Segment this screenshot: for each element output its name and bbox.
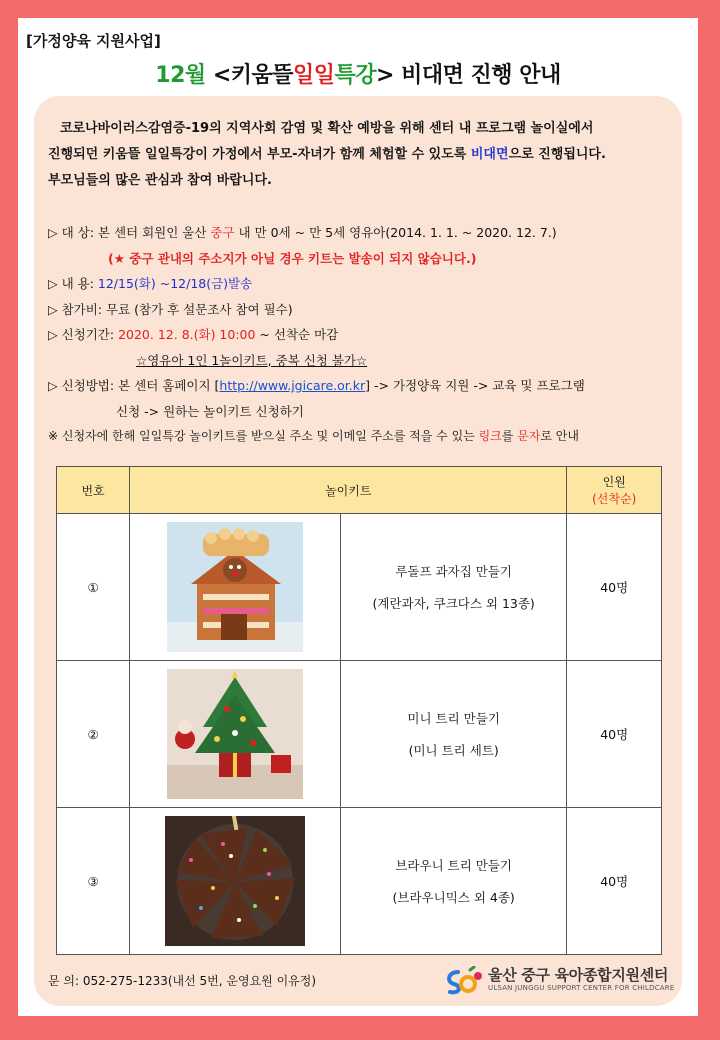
info-target: ▷ 대 상: 본 센터 회원인 울산 중구 내 만 0세 ~ 만 5세 영유아(2014. 1. 1. ~ 2020. 12. 7.): [48, 225, 557, 240]
logo-subtitle: ULSAN JUNGGU SUPPORT CENTER FOR CHILDCARE: [488, 984, 675, 992]
table-row: [57, 661, 662, 808]
header-num: 번호: [57, 467, 130, 514]
title-month: 12월: [155, 63, 206, 88]
kit-name: 미니 트리 만들기: [407, 711, 500, 726]
intro-line-1: 코로나바이러스감염증-19의 지역사회 감염 및 확산 예방을 위해 센터 내 프로그램 놀이실에서: [60, 121, 594, 136]
info-notice: ※ 신청자에 한해 일일특강 놀이키트를 받으실 주소 및 이메일 주소를 적을 수 있는 링크를 문자로 안내: [48, 429, 579, 443]
intro-line-3: 부모님들의 많은 관심과 참여 바랍니다.: [48, 173, 272, 188]
kit-desc-cell: [340, 661, 566, 808]
kit-count: 40명: [567, 808, 662, 955]
notice-sheet: [18, 18, 698, 1016]
mini-tree-photo: [167, 669, 303, 799]
row-num: ②: [57, 661, 130, 808]
kit-name: 브라우니 트리 만들기: [395, 858, 512, 873]
category-label: [가정양육 지원사업]: [26, 32, 161, 50]
center-logo: [432, 962, 682, 1002]
kit-desc-cell: [340, 808, 566, 955]
kit-name: 루돌프 과자집 만들기: [395, 564, 512, 579]
info-fee: ▷ 참가비: 무료 (참가 후 설문조사 참여 필수): [48, 301, 293, 317]
header-kit: 놀이키트: [130, 467, 567, 514]
logo-title: 울산 중구 육아종합지원센터: [488, 966, 669, 984]
intro-untact: 비대면: [470, 147, 509, 162]
homepage-link[interactable]: http://www.jgicare.or.kr: [219, 378, 366, 393]
intro-line-2: 진행되던 키움뜰 일일특강이 가정에서 부모-자녀가 함께 체험할 수 있도록 비대면으로 진행됩니다.: [48, 147, 606, 162]
kit-desc-cell: [340, 514, 566, 661]
row-num: ③: [57, 808, 130, 955]
table-header-row: [57, 467, 662, 514]
kit-detail: (미니 트리 세트): [408, 743, 499, 758]
contact-info: 문 의: 052-275-1233(내선 5번, 운영요원 이유정): [48, 974, 317, 988]
gingerbread-house-photo: [167, 522, 303, 652]
info-method-line-2: 신청 -> 원하는 놀이키트 신청하기: [116, 403, 304, 419]
info-content: ▷ 내 용: 12/15(화) ~12/18(금)발송: [48, 276, 253, 291]
kit-photo-cell: [130, 661, 341, 808]
kit-count: 40명: [567, 661, 662, 808]
center-logo-mark-icon: [444, 966, 484, 998]
kit-photo-cell: [130, 808, 341, 955]
kit-count: 40명: [567, 514, 662, 661]
header-count: 인원 (선착순): [567, 467, 662, 514]
brownie-tree-photo: [165, 816, 305, 946]
title-daily: 일일: [293, 63, 335, 88]
content-panel: [34, 96, 682, 1006]
kit-detail: (계란과자, 쿠크다스 외 13종): [372, 596, 535, 611]
info-period: ▷ 신청기간: 2020. 12. 8.(화) 10:00 ~ 선착순 마감: [48, 327, 339, 342]
info-list: [48, 220, 676, 450]
title-lecture: 특강: [334, 63, 377, 88]
page-title: [18, 58, 698, 89]
title-program: <키움뜰: [212, 63, 294, 88]
title-rest: > 비대면 진행 안내: [376, 63, 561, 88]
kit-photo-cell: [130, 514, 341, 661]
kit-table: [56, 466, 662, 955]
table-row: [57, 808, 662, 955]
intro-text: [48, 116, 670, 194]
info-target-note: (★ 중구 관내의 주소지가 아닐 경우 키트는 발송이 되지 않습니다.): [108, 250, 477, 266]
kit-detail: (브라우니믹스 외 4종): [392, 890, 515, 905]
info-period-note: ☆영유아 1인 1놀이키트, 중복 신청 불가☆: [136, 352, 368, 368]
table-row: [57, 514, 662, 661]
info-method: ▷ 신청방법: 본 센터 홈페이지 [http://www.jgicare.or.kr] -> 가정양육 지원 -> 교육 및 프로그램: [48, 378, 585, 393]
row-num: ①: [57, 514, 130, 661]
